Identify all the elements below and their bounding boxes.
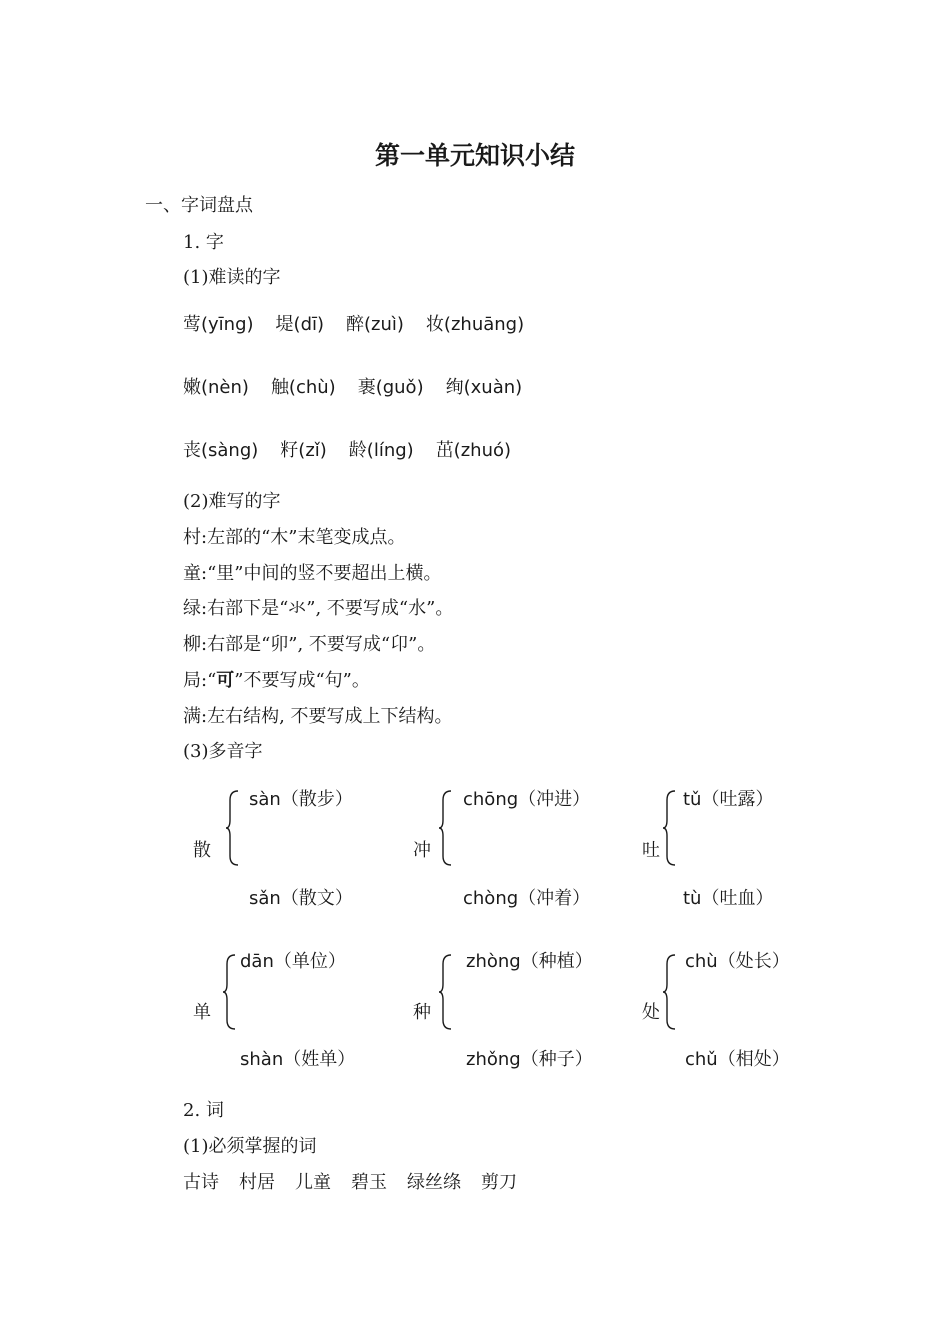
poly-reading-bottom: tù（吐血） [683,888,774,909]
poly-char: 种 [413,1002,431,1023]
poly-char: 单 [193,1002,211,1023]
poly-reading-top: chù（处长） [685,951,790,972]
page-title: 第一单元知识小结 [374,141,575,170]
hard-write-item: 满:左右结构, 不要写成上下结构。 [183,706,453,727]
word-item: 剪刀 [481,1172,517,1193]
hard-read-item: 堤(dī) [275,314,325,335]
hard-read-label: (1)难读的字 [183,267,281,288]
chars-label: 1. 字 [183,232,224,253]
words-label: 2. 词 [183,1100,224,1121]
hard-read-row-1 [183,310,524,336]
hard-read-item: 茁(zhuó) [435,440,512,461]
must-know-words [183,1168,517,1194]
hard-read-item: 莺(yīng) [183,314,254,335]
poly-reading-bottom: zhǒng（种子） [466,1049,593,1070]
hard-read-row-2 [183,373,522,399]
ju-prefix: 局:“ [183,670,217,691]
hard-write-item: 柳:右部是“卯”, 不要写成“卬”。 [183,634,436,655]
poly-char: 处 [642,1002,660,1023]
ju-rest: ”不要写成“句”。 [234,670,370,691]
hard-write-item: 村:左部的“木”末笔变成点。 [183,527,406,548]
poly-char: 冲 [413,840,431,861]
hard-read-item: 丧(sàng) [183,440,259,461]
hard-read-row-3 [183,436,511,462]
word-item: 古诗 [183,1172,219,1193]
poly-reading-bottom: chòng（冲着） [463,888,591,909]
poly-reading-top: sàn（散步） [249,789,353,810]
hard-read-item: 绚(xuàn) [445,377,523,398]
section-heading: 一、字词盘点 [145,195,253,216]
word-item: 绿丝绦 [407,1172,461,1193]
brace-icon [662,790,676,866]
brace-icon [662,954,676,1030]
hard-write-item-ju [183,666,370,692]
word-item: 村居 [239,1172,275,1193]
poly-reading-top: chōng（冲进） [463,789,591,810]
poly-reading-top: dān（单位） [240,951,346,972]
word-item: 儿童 [295,1172,331,1193]
brace-icon [438,954,452,1030]
brace-icon [222,954,236,1030]
poly-char: 散 [193,840,211,861]
hard-read-item: 龄(líng) [348,440,414,461]
polyphonic-label: (3)多音字 [183,741,263,762]
poly-char: 吐 [642,840,660,861]
poly-reading-bottom: sǎn（散文） [249,888,353,909]
hard-read-item: 醉(zuì) [346,314,404,335]
hard-read-item: 裹(guǒ) [357,377,424,398]
word-item: 碧玉 [351,1172,387,1193]
hard-read-item: 嫩(nèn) [183,377,249,398]
hard-read-item: 籽(zǐ) [280,440,327,461]
must-know-label: (1)必须掌握的词 [183,1136,317,1157]
hard-write-label: (2)难写的字 [183,491,281,512]
poly-reading-bottom: chǔ（相处） [685,1049,790,1070]
brace-icon [438,790,452,866]
poly-reading-top: tǔ（吐露） [683,789,774,810]
hard-read-item: 妆(zhuāng) [425,314,525,335]
hard-read-item: 触(chù) [270,377,336,398]
poly-reading-bottom: shàn（姓单） [240,1049,356,1070]
brace-icon [225,790,239,866]
poly-reading-top: zhòng（种植） [466,951,593,972]
hard-write-item: 童:“里”中间的竖不要超出上横。 [183,563,442,584]
ju-bold-char: 可 [216,670,235,691]
hard-write-item: 绿:右部下是“氺”, 不要写成“水”。 [183,598,454,619]
